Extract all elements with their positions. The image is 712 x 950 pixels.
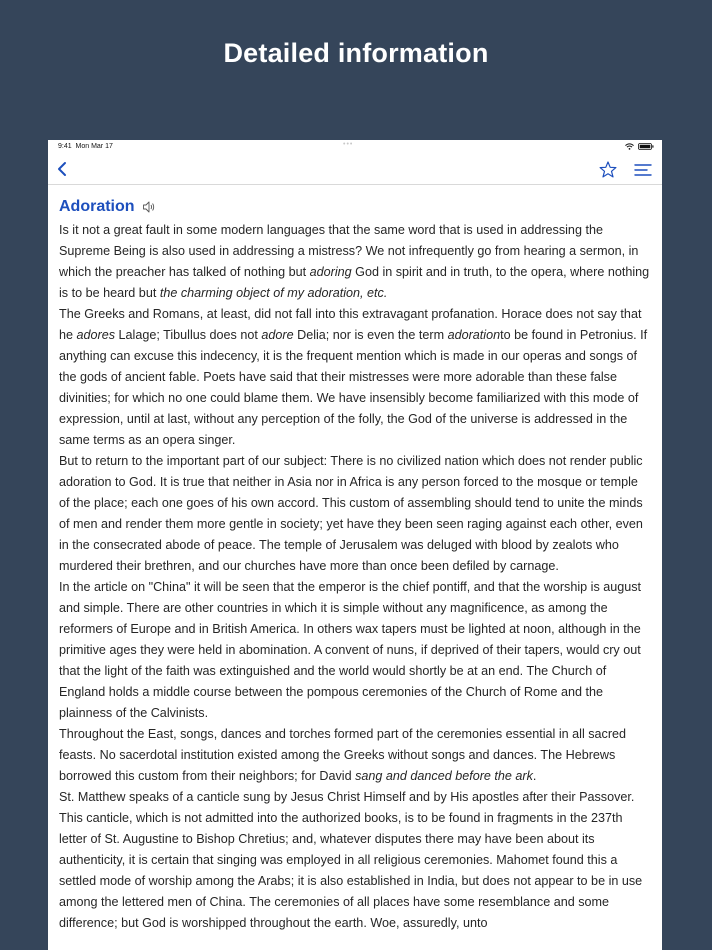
list-menu-icon xyxy=(633,161,653,179)
paragraph xyxy=(59,724,651,787)
text-run: In the article on "China" it will be seen that the emperor is the chief pontiff, and that the worship is august and simple. There are other countries in which it is simple without any magnificence, as among the reformers of Europe and in British America. In others wax tapers must be lighted at noon, although in the primitive ages they were held in abomination. A convent of nuns, if deprived of their tapers, would cry out that the light of the faith was extinguished and the world would shortly be at an end. The Church of England holds a middle course between the pompous ceremonies of the Church of Rome and the plainness of the Calvinists. xyxy=(59,580,642,720)
text-run: Is it not a great fault in some modern languages that the same word that is used in addressing the Supreme Being is also used in addressing a mistress? We not infrequently go from hearing a sermon, in which the preacher has talked of nothing but xyxy=(59,223,639,279)
status-bar xyxy=(48,140,662,154)
italic-run: adores xyxy=(76,328,116,342)
ipad-screen xyxy=(48,140,662,950)
text-run: But to return to the important part of our subject: There is no civilized nation which does not render public adoration to God. It is true that neither in Asia nor in Africa is any person forced to the mosque or temple of the place; each one goes of his own accord. This custom of assembling should tend to unite the minds of men and render them more gentle in society; yet have they been seen raging against each other, even in the consecrated abode of peace. The temple of Jerusalem was deluged with blood by zealots who murdered their brethren, and our churches have more than once been defiled by carnage. xyxy=(59,454,643,573)
paragraph xyxy=(59,220,651,304)
back-button[interactable] xyxy=(54,160,72,178)
entry-body xyxy=(59,220,651,934)
italic-run: adoration xyxy=(447,328,501,342)
navigation-bar xyxy=(48,154,662,185)
chevron-left-icon xyxy=(54,160,72,178)
italic-run: adoring xyxy=(309,265,352,279)
status-indicators xyxy=(625,143,654,150)
paragraph xyxy=(59,304,651,451)
entry-content xyxy=(48,185,662,934)
status-time xyxy=(58,143,113,150)
text-run: Throughout the East, songs, dances and torches formed part of the ceremonies essential in all sacred feasts. No sacerdotal institution existed among the Greeks without songs and dances. The Hebrews borrowed this custom from their neighbors; for David xyxy=(59,727,627,783)
battery-icon xyxy=(638,143,654,150)
paragraph xyxy=(59,451,651,577)
italic-run: sang and danced before the ark xyxy=(355,769,533,783)
promo-headline: Detailed information xyxy=(223,38,489,68)
entry-header xyxy=(59,194,651,220)
star-outline-icon xyxy=(598,160,618,180)
text-run: to be found in Petronius. If anything can excuse this indecency, it is the frequent mention which is made in our operas and songs of the gods of ancient fable. Poets have said that their mistresses were more adorable than these false divinities; for which no one could blame them. We have insensibly become familiarized with this mode of expression, until at last, without any perception of the folly, the God of the universe is addressed in the same terms as an opera singer. xyxy=(59,328,648,447)
favorite-button[interactable] xyxy=(598,160,618,180)
paragraph xyxy=(59,577,651,724)
entry-title: Adoration xyxy=(59,198,135,215)
italic-run: the charming object of my adoration, etc. xyxy=(159,286,388,300)
speaker-icon[interactable] xyxy=(142,200,156,214)
text-run: Lalage; Tibullus does not xyxy=(115,328,262,342)
text-run: St. Matthew speaks of a canticle sung by Jesus Christ Himself and by His apostles after their Passover. This canticle, which is not admitted into the authorized books, is to be found in fragments in the 237th letter of St. Augustine to Bishop Chretius; and, whatever disputes there may have been about its authenticity, it is certain that singing was employed in all religious ceremonies. Mahomet found this a settled mode of worship among the Arabs; it is also established in India, but does not appear to be in use among the lettered men of China. The ceremonies of all places have some resemblance and some difference; but God is worshipped throughout the earth. Woe, assuredly, unto xyxy=(59,790,643,930)
menu-button[interactable] xyxy=(633,161,653,179)
italic-run: adore xyxy=(261,328,294,342)
status-clock: 9:41 xyxy=(58,143,72,150)
text-run: The Greeks and Romans, at least, did not fall into this extravagant profanation. Horace does not say that he xyxy=(59,307,642,342)
paragraph xyxy=(59,787,651,934)
text-run: . xyxy=(532,769,537,783)
text-run: Delia; nor is even the term xyxy=(293,328,448,342)
text-run: God in spirit and in truth, to the opera, where nothing is to be heard but xyxy=(59,265,650,300)
multitasking-dots: ••• xyxy=(343,141,354,148)
status-date: Mon Mar 17 xyxy=(75,143,113,150)
wifi-icon xyxy=(625,143,634,150)
